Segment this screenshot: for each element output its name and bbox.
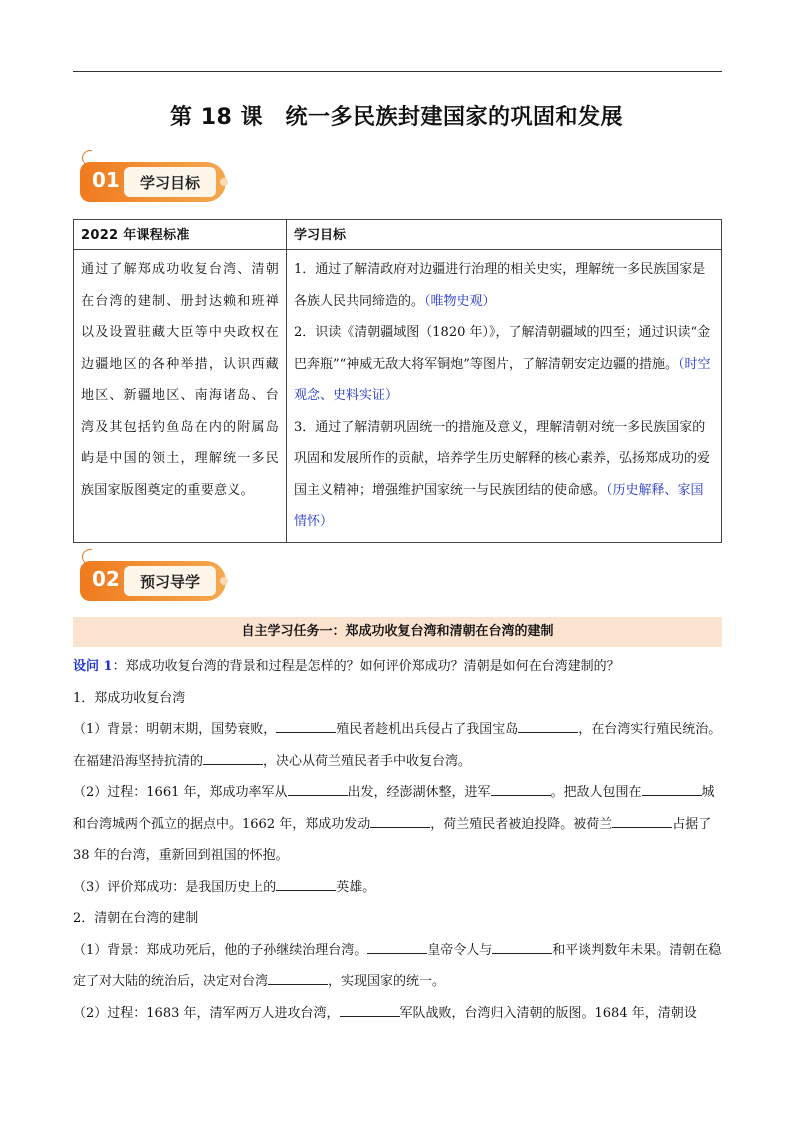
text-span: 军队战败，台湾归入清朝的版图。1684 年，清朝设 <box>399 1005 697 1021</box>
part1-evaluation <box>73 872 722 904</box>
text-span: 。把敌人包围在 <box>550 785 642 800</box>
question-label: 设问 1 <box>73 659 113 674</box>
fill-blank[interactable] <box>370 815 430 828</box>
standard-text: 通过了解郑成功收复台湾、清朝在台湾的建制、册封达赖和班禅以及设置驻藏大臣等中央政权在边疆地区的各种举措，认识西藏地区、新疆地区、南海诸岛、台湾及其包括钓鱼岛在内的附属岛屿是中国的领土，理解统一多民族国家版图奠定的重要意义。 <box>74 250 287 543</box>
text-span: 殖民者趁机出兵侵占了我国宝岛 <box>336 722 519 737</box>
text-span: 和平谈判数年未果。清朝在稳定了对大陆的统治后，决定对台湾 <box>73 942 722 989</box>
text-span: ，实现国家的统一。 <box>328 974 446 989</box>
fill-blank[interactable] <box>367 941 427 954</box>
goal-2-text: 2．识读《清朝疆域图（1820 年）》，了解清朝疆域的四至；通过识读“金巴奔瓶”“神威无敌大将军铜炮”等图片，了解清朝安定边疆的措施。 <box>294 325 711 372</box>
goal-3 <box>294 412 714 538</box>
text-span: （2）过程：1661 年，郑成功率军从 <box>73 785 288 800</box>
fill-blank[interactable] <box>340 1004 400 1017</box>
header-goals: 学习目标 <box>287 220 722 250</box>
fill-blank[interactable] <box>492 941 552 954</box>
question-text: ：郑成功收复台湾的背景和过程是怎样的？如何评价郑成功？清朝是如何在台湾建制的？ <box>112 659 620 674</box>
header-standard: 2022 年课程标准 <box>74 220 287 250</box>
goal-3-tag: （历史解释、家国情怀） <box>294 482 704 529</box>
text-span: （2）过程：1683 年，清军两万人进攻台湾， <box>73 1005 340 1021</box>
text-span: ，决心从荷兰殖民者手中收复台湾。 <box>263 753 472 769</box>
text-span: （1）背景：明朝末期，国势衰败， <box>73 722 277 737</box>
goals-cell <box>287 250 722 543</box>
text-span: 英雄。 <box>336 879 376 895</box>
goal-2 <box>294 317 714 412</box>
text-span: 占据了 38 年的台湾，重新回到祖国的怀抱。 <box>73 816 712 863</box>
part1-heading: 1．郑成功收复台湾 <box>73 690 186 706</box>
part2-background <box>73 935 722 998</box>
section-badge-preview <box>80 561 232 603</box>
fill-blank[interactable] <box>276 878 336 891</box>
badge-label: 学习目标 <box>124 167 216 197</box>
text-span: 城和台湾城两个孤立的据点中。1662 年，郑成功发动 <box>73 785 715 832</box>
fill-blank[interactable] <box>276 720 336 733</box>
badge-number: 01 <box>92 168 120 192</box>
fill-blank[interactable] <box>288 783 348 796</box>
worksheet-content <box>73 651 722 1029</box>
section-badge-learning-goals <box>80 162 232 204</box>
badge-number: 02 <box>92 567 120 591</box>
part1-process <box>73 777 722 872</box>
part2-process <box>73 998 722 1030</box>
fill-blank[interactable] <box>612 815 672 828</box>
goal-3-text: 3．通过了解清朝巩固统一的措施及意义，理解清朝对统一多民族国家的巩固和发展所作的贡献，培养学生历史解释的核心素养，弘扬郑成功的爱国主义精神；增强维护国家统一与民族团结的使命感。 <box>294 419 711 498</box>
goal-1-tag: （唯物史观） <box>424 293 496 309</box>
text-span: ，荷兰殖民者被迫投降。被荷兰 <box>430 816 613 832</box>
part2-heading: 2．清朝在台湾的建制 <box>73 911 199 926</box>
table-header-row <box>74 220 722 250</box>
text-span: ，在台湾实行殖民统治。在福建沿海坚持抗清的 <box>73 722 722 769</box>
table-row <box>74 250 722 543</box>
header-rule <box>73 71 722 72</box>
text-span: （1）背景：郑成功死后，他的子孙继续治理台湾。 <box>73 942 368 958</box>
badge-dot <box>220 178 228 186</box>
goal-1-text: 1．通过了解清政府对边疆进行治理的相关史实，理解统一多民族国家是各族人民共同缔造的。 <box>294 262 706 309</box>
page-title: 第 18 课 统一多民族封建国家的巩固和发展 <box>170 105 623 130</box>
goal-2-tag: （时空观念、史料实证） <box>294 356 711 403</box>
fill-blank[interactable] <box>642 783 702 796</box>
badge-dot <box>220 577 228 585</box>
fill-blank[interactable] <box>491 783 551 796</box>
text-span: （3）评价郑成功：是我国历史上的 <box>73 879 277 895</box>
question-line <box>73 651 722 683</box>
goal-1 <box>294 254 714 317</box>
part1-background <box>73 714 722 777</box>
standards-table <box>73 219 722 543</box>
badge-label: 预习导学 <box>124 566 216 596</box>
text-span: 皇帝令人与 <box>427 942 493 958</box>
fill-blank[interactable] <box>203 752 263 765</box>
fill-blank[interactable] <box>518 720 578 733</box>
fill-blank[interactable] <box>268 972 328 985</box>
text-span: 出发，经澎湖休整，进军 <box>347 785 491 800</box>
task-title-bar: 自主学习任务一：郑成功收复台湾和清朝在台湾的建制 <box>73 617 722 647</box>
